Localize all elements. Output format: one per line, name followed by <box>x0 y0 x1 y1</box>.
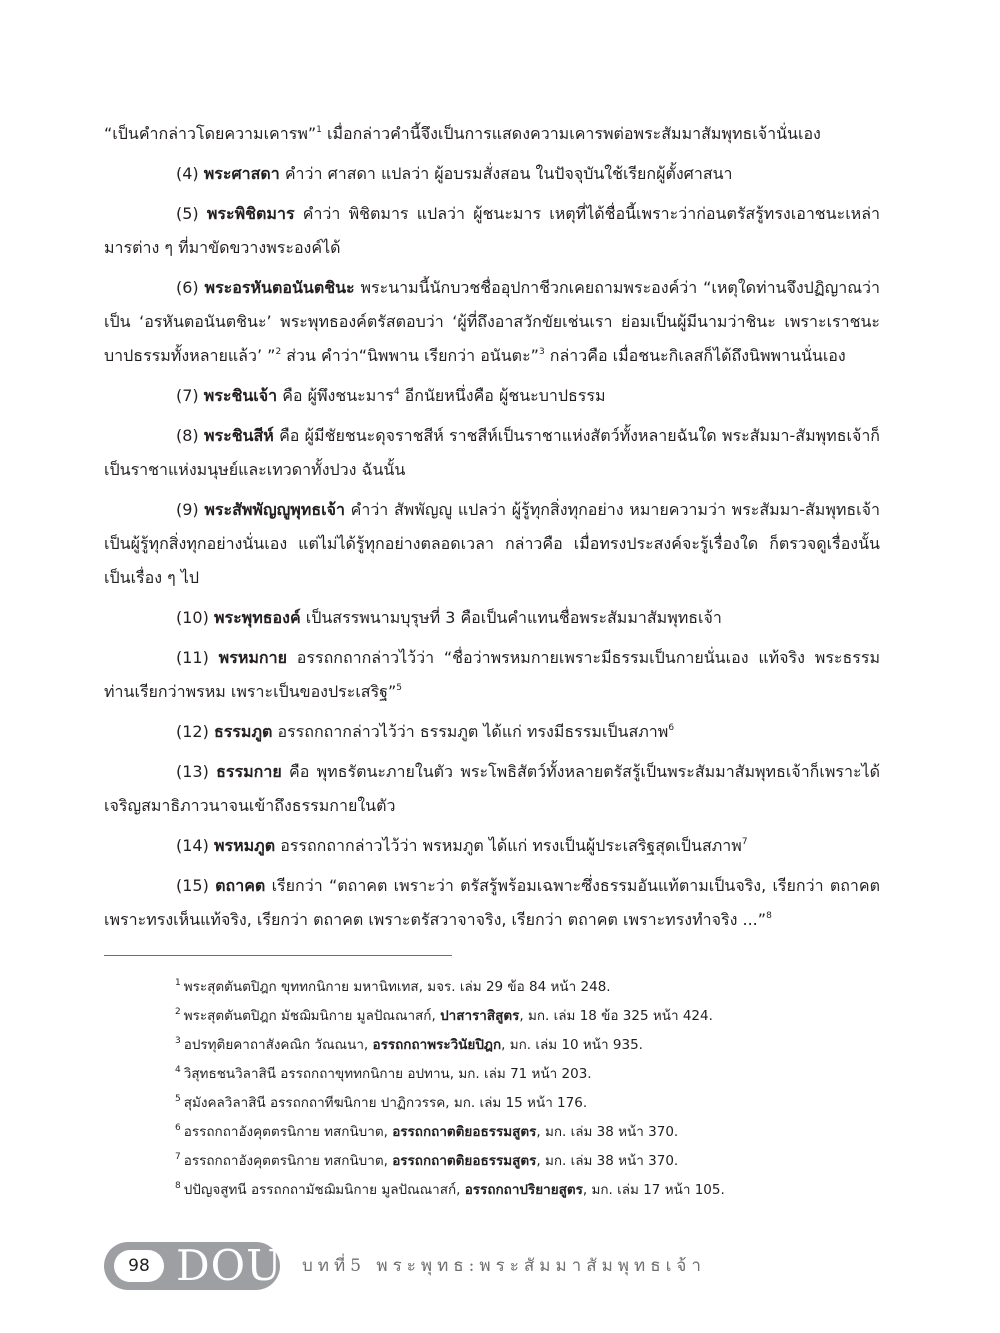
text-run: (4) <box>176 164 204 183</box>
text-run: พระสุตตันตปิฎก ขุททกนิกาย มหานิทเทส, มจร. เล่ม 29 ข้อ 84 หน้า 248. <box>183 979 611 995</box>
paragraph <box>104 379 880 413</box>
text-run: ปปัญจสูทนี อรรถกถามัชฌิมนิกาย มูลปัณณาสก์, <box>183 1182 465 1198</box>
text-run: (9) <box>176 500 205 519</box>
footnote-number: 6 <box>175 1123 181 1133</box>
footnote <box>175 1002 895 1031</box>
footnote-number: 4 <box>175 1065 181 1075</box>
text-run: (15) <box>176 876 216 895</box>
term-heading: ธรรมกาย <box>216 762 282 781</box>
text-run: (5) <box>176 204 207 223</box>
text-run: เป็นสรรพนามบุรุษที่ 3 คือเป็นคำแทนชื่อพระสัมมาสัมพุทธเจ้า <box>300 608 722 627</box>
text-run: (13) <box>176 762 217 781</box>
text-run: อรรถกถาอังคุตตรนิกาย ทสกนิบาต, <box>183 1124 393 1140</box>
text-run: อรรถกถากล่าวไว้ว่า ธรรมภูต ได้แก่ ทรงมีธรรมเป็นสภาพ <box>272 722 669 741</box>
term-heading: พรหมกาย <box>218 648 287 667</box>
footnotes <box>175 973 895 1205</box>
footnote-number: 5 <box>175 1094 181 1104</box>
term-heading: พระศาสดา <box>203 164 280 183</box>
term-heading: พรหมภูต <box>213 836 276 855</box>
text-run: พระนามนี้นักบวชชื่ออุปกาชีวกเคยถามพระองค์ว่า “เหตุใดท่านจึงปฏิญาณว่าเป็น ‘อรหันตอนันตชินะ’ พระพุทธองค์ตรัสตอบว่า ‘ผู้ที่ถึงอาสวักขัยเช่นเรา ย่อมเป็นผู้มีนามว่าชินะ เพราะเราชนะบาปธรรมทั้งหลายแล้ว’ ” <box>104 278 881 365</box>
text-run: คำว่า ศาสดา แปลว่า ผู้อบรมสั่งสอน ในปัจจุบันใช้เรียกผู้ตั้งศาสนา <box>279 164 733 183</box>
footnote-ref: 1 <box>316 125 322 135</box>
footnote <box>175 1031 895 1060</box>
term-heading: ธรรมภูต <box>213 722 273 741</box>
footnote-ref: 5 <box>396 683 403 693</box>
footnote-number: 3 <box>175 1036 181 1046</box>
footnote <box>175 1176 895 1205</box>
text-run: อรรถกถากล่าวไว้ว่า “ชื่อว่าพรหมกายเพราะมีธรรมเป็นกายนั่นเอง แท้จริง พระธรรมท่านเรียกว่าพรหม เพราะเป็นของประเสริฐ” <box>104 648 881 701</box>
term-heading: พระพุทธองค์ <box>213 608 301 627</box>
paragraph <box>104 493 880 595</box>
footnote-number: 8 <box>175 1181 181 1191</box>
text-run: อปรทุติยคาถาสังคณิก วัณณนา, <box>183 1037 373 1053</box>
text-run: พระสุตตันตปิฎก มัชฌิมนิกาย มูลปัณณาสก์, <box>183 1008 441 1024</box>
dou-logo: DOU <box>176 1241 283 1290</box>
paragraph <box>104 829 880 863</box>
term-heading: พระชินเจ้า <box>203 386 278 405</box>
footnote-number: 1 <box>175 978 181 988</box>
text-run: คือ พุทธรัตนะภายในตัว พระโพธิสัตว์ทั้งหลายตรัสรู้เป็นพระสัมมาสัมพุทธเจ้าก็เพราะได้เจริญสมาธิภาวนาจนเข้าถึงธรรมกายในตัว <box>104 762 880 815</box>
term-heading: อรรถกถาปริยายสูตร <box>464 1182 583 1198</box>
footnote-ref: 8 <box>766 911 772 921</box>
term-heading: อรรถกถาตติยอธรรมสูตร <box>392 1153 537 1169</box>
body-text <box>104 117 880 943</box>
text-run: (8) <box>176 426 204 445</box>
text-run: เรียกว่า “ตถาคต เพราะว่า ตรัสรู้พร้อมเฉพาะซึ่งธรรมอันแท้ตามเป็นจริง, เรียกว่า ตถาคต เพราะทรงเห็นแท้จริง, เรียกว่า ตถาคต เพราะตรัสวาจาจริง, เรียกว่า ตถาคต เพราะทรงทำจริง ...” <box>104 876 880 929</box>
footer-pill <box>104 1241 283 1290</box>
chapter-title: บทที่5 พระพุทธ:พระสัมมาสัมพุทธเจ้า <box>302 1256 706 1276</box>
footnote <box>175 1118 895 1147</box>
page-footer <box>104 1242 894 1292</box>
text-run: (14) <box>176 836 214 855</box>
text-run: อรรถกถากล่าวไว้ว่า พรหมภูต ได้แก่ ทรงเป็นผู้ประเสริฐสุดเป็นสภาพ <box>275 836 742 855</box>
paragraph <box>104 869 880 937</box>
text-run: “เป็นคำกล่าวโดยความเคารพ” <box>104 124 317 143</box>
paragraph <box>104 271 880 373</box>
paragraph <box>104 157 880 191</box>
text-run: กล่าวคือ เมื่อชนะกิเลสก็ได้ถึงนิพพานนั่นเอง <box>544 346 846 365</box>
footnote-ref: 4 <box>393 387 400 397</box>
text-run: (12) <box>176 722 214 741</box>
text-run: (6) <box>176 278 205 297</box>
footnote-divider <box>104 955 452 956</box>
footnote-ref: 3 <box>538 347 545 357</box>
text-run: , มก. เล่ม 38 หน้า 370. <box>536 1124 679 1140</box>
footnote <box>175 1089 895 1118</box>
text-run: คือ ผู้มีชัยชนะดุจราชสีห์ ราชสีห์เป็นราชาแห่งสัตว์ทั้งหลายฉันใด พระสัมมา-สัมพุทธเจ้าก็เป็นราชาแห่งมนุษย์และเทวดาทั้งปวง ฉันนั้น <box>104 426 880 479</box>
text-run: , มก. เล่ม 38 หน้า 370. <box>536 1153 679 1169</box>
text-run: อีกนัยหนึ่งคือ ผู้ชนะบาปธรรม <box>399 386 606 405</box>
text-run: อรรถกถาอังคุตตรนิกาย ทสกนิบาต, <box>183 1153 393 1169</box>
text-run: วิสุทธชนวิลาสินี อรรถกถาขุททกนิกาย อปทาน, มก. เล่ม 71 หน้า 203. <box>183 1066 592 1082</box>
paragraph <box>104 641 880 709</box>
text-run: สุมังคลวิลาสินี อรรถกถาทีฆนิกาย ปาฏิกวรรค, มก. เล่ม 15 หน้า 176. <box>183 1095 588 1111</box>
page-number: 98 <box>114 1250 164 1282</box>
paragraph <box>104 715 880 749</box>
text-run: คำว่า พิชิตมาร แปลว่า ผู้ชนะมาร เหตุที่ได้ชื่อนี้เพราะว่าก่อนตรัสรู้ทรงเอาชนะเหล่ามารต่าง ๆ ที่มาขัดขวางพระองค์ได้ <box>104 204 880 257</box>
paragraph <box>104 197 880 265</box>
paragraph <box>104 117 880 151</box>
text-run: , มก. เล่ม 17 หน้า 105. <box>582 1182 725 1198</box>
footnote-number: 7 <box>175 1152 181 1162</box>
text-run: คำว่า สัพพัญญู แปลว่า ผู้รู้ทุกสิ่งทุกอย่าง หมายความว่า พระสัมมา-สัมพุทธเจ้าเป็นผู้รู้ทุกสิ่งทุกอย่างนั่นเอง แต่ไม่ได้รู้ทุกอย่างตลอดเวลา กล่าวคือ เมื่อทรงประสงค์จะรู้เรื่องใด ก็ตรวจดูเรื่องนั้นเป็นเรื่อง ๆ ไป <box>104 500 880 587</box>
text-run: ส่วน คำว่า“นิพพาน เรียกว่า อนันตะ” <box>281 346 539 365</box>
text-run: (10) <box>176 608 214 627</box>
term-heading: ตถาคต <box>215 876 266 895</box>
term-heading: พระชินสีห์ <box>203 426 274 445</box>
text-run: เมื่อกล่าวคำนี้จึงเป็นการแสดงความเคารพต่อพระสัมมาสัมพุทธเจ้านั่นเอง <box>321 124 821 143</box>
footnote <box>175 973 895 1002</box>
term-heading: อรรถกถาพระวินัยปิฎก <box>372 1037 502 1053</box>
footnote-ref: 2 <box>275 347 282 357</box>
text-run: , มก. เล่ม 18 ข้อ 325 หน้า 424. <box>519 1008 713 1024</box>
text-run: , มก. เล่ม 10 หน้า 935. <box>501 1037 643 1053</box>
term-heading: พระสัพพัญญูพุทธเจ้า <box>204 500 345 519</box>
footnote <box>175 1147 895 1176</box>
footnote-number: 2 <box>175 1007 181 1017</box>
text-run: คือ ผู้พึงชนะมาร <box>277 386 394 405</box>
paragraph <box>104 601 880 635</box>
term-heading: อรรถกถาตติยอธรรมสูตร <box>392 1124 537 1140</box>
term-heading: พระพิชิตมาร <box>206 204 295 223</box>
text-run: (11) <box>176 648 219 667</box>
paragraph <box>104 419 880 487</box>
footnote <box>175 1060 895 1089</box>
paragraph <box>104 755 880 823</box>
term-heading: ปาสาราสิสูตร <box>440 1008 520 1024</box>
footnote-ref: 6 <box>668 723 675 733</box>
term-heading: พระอรหันตอนันตชินะ <box>204 278 355 297</box>
text-run: (7) <box>176 386 204 405</box>
footnote-ref: 7 <box>741 837 748 847</box>
